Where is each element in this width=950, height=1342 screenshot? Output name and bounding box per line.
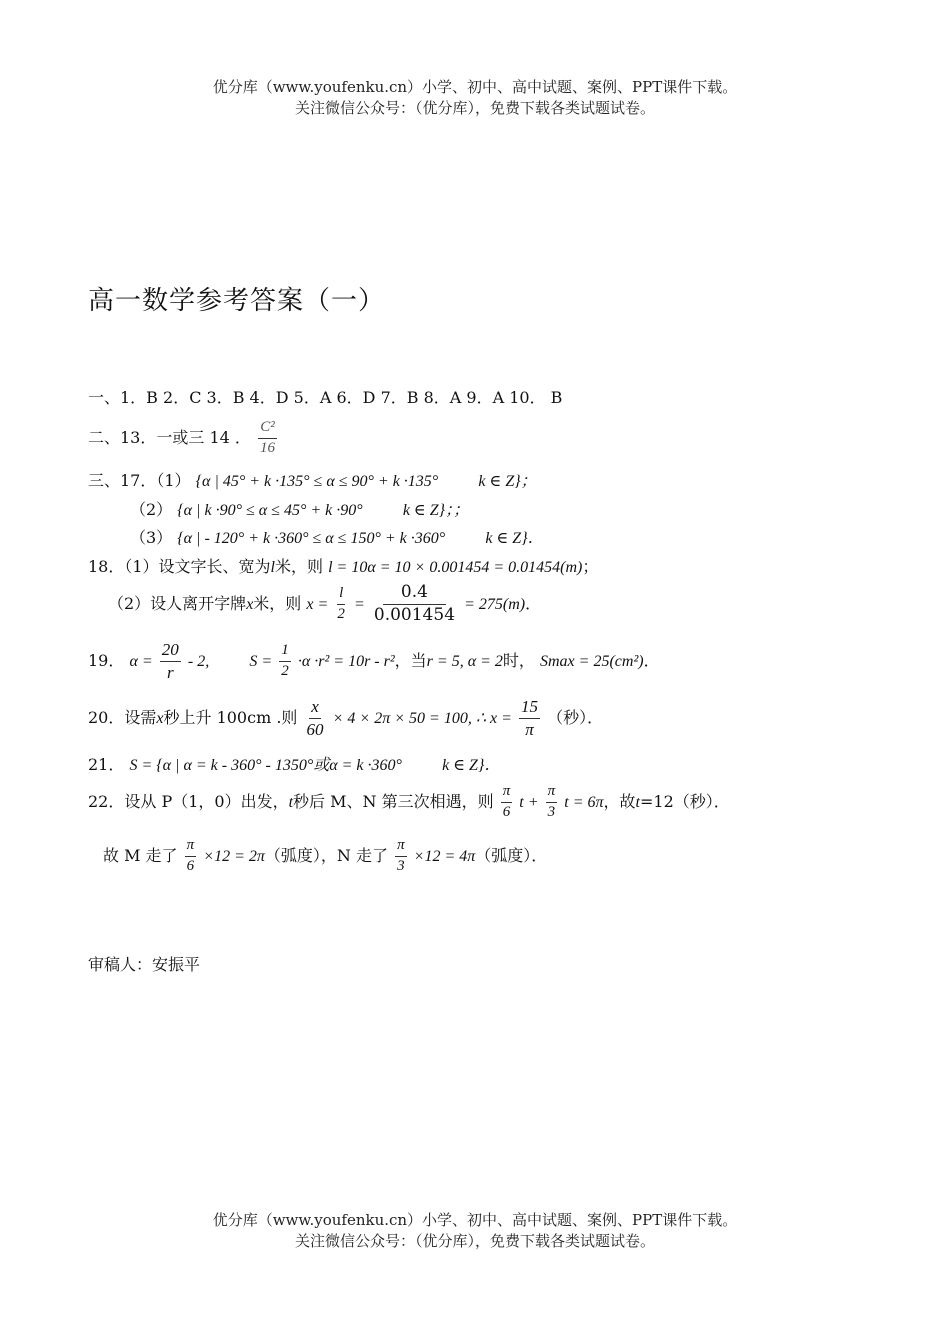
q21-equation: S = {α | α = k - 360° - 1350°或α = k ·360° <box>129 757 402 774</box>
q19-end: ． <box>643 650 660 670</box>
q21 <box>88 752 500 775</box>
q19-condition: r = 5, α = 2 <box>426 652 503 670</box>
q22-line-2 <box>103 838 547 875</box>
fraction-numerator: x <box>309 698 321 719</box>
q19 <box>88 641 660 682</box>
q18-fraction-1 <box>335 586 347 623</box>
q22-l2-eq1: ×12 = 2π <box>203 847 265 865</box>
fraction-numerator: C² <box>258 420 277 439</box>
q20-fraction-1 <box>305 698 326 739</box>
reviewer: 审稿人：安振平 <box>88 955 201 974</box>
fraction-numerator: l <box>337 586 345 605</box>
section-2-fraction <box>258 420 277 457</box>
section-1-answers: 一、1．B 2．C 3．B 4．D 5．A 6．D 7．B 8．A 9．A 10． B <box>88 388 563 407</box>
q18-part1 <box>88 554 598 577</box>
q22-l2-eq2: ×12 = 4π <box>413 847 476 865</box>
q17-part1 <box>88 468 537 491</box>
q22-gu: ，故 <box>603 791 636 811</box>
q17-part2-prefix: （2） <box>130 500 173 519</box>
q22-prefix: 22．设从 P（1，0）出发， <box>88 791 289 811</box>
q22-l2-prefix: 故 M 走了 <box>103 845 178 865</box>
header-line-1: 优分库（www.youfenku.cn）小学、初中、高中试题、案例、PPT课件下载。 <box>212 78 738 96</box>
q18-prefix: 18．（1）设文字长、宽为 <box>88 557 271 576</box>
q22-plus: t + <box>519 793 539 811</box>
q18-part2-prefix: （2）设人离开字牌 <box>108 593 247 613</box>
q22-end: =12（秒）． <box>639 791 730 811</box>
q20-prefix: 20．设需 <box>88 707 157 727</box>
q22-l2-fraction-2 <box>395 838 407 875</box>
q19-fraction-1 <box>160 641 181 682</box>
q17-set: {α | 45° + k ·135° ≤ α ≤ 90° + k ·135° <box>195 473 439 490</box>
page-title: 高一数学参考答案（一） <box>88 286 386 316</box>
section-2-answers <box>88 420 279 457</box>
fraction-denominator: 2 <box>337 605 345 622</box>
q22-l2-mid: （弧度），N 走了 <box>264 845 388 865</box>
q20-after-1: × 4 × 2π × 50 = 100, ∴ x = <box>332 709 512 727</box>
q20-var: x <box>156 709 164 727</box>
q20-mid: 秒上升 100cm .则 <box>163 707 298 727</box>
fraction-numerator: π <box>395 838 407 857</box>
q17-part3-condition: k ∈ Z}． <box>485 530 544 547</box>
fraction-denominator: 16 <box>260 439 275 456</box>
q17-prefix: 三、17．（1） <box>88 471 191 490</box>
q19-after-2: ·α ·r² = 10r - r² <box>297 652 395 670</box>
q17-condition: k ∈ Z}； <box>478 473 537 490</box>
q22-fraction-1 <box>501 784 513 821</box>
header-line-2: 关注微信公众号：（优分库），免费下载各类试题试卷。 <box>294 99 655 117</box>
q19-prefix: 19． <box>88 650 125 670</box>
q20-fraction-2 <box>519 698 540 739</box>
page-header <box>0 77 950 119</box>
q19-after-1: - 2, <box>187 652 210 670</box>
fraction-numerator: π <box>546 784 558 803</box>
fraction-numerator: π <box>501 784 513 803</box>
q22-mid: 秒后 M、N 第三次相遇，则 <box>293 791 494 811</box>
q18-equation: l = 10α = 10 × 0.001454 = 0.01454(m) <box>328 559 583 576</box>
q22-line-1 <box>88 784 730 821</box>
page-footer <box>0 1210 950 1252</box>
section-2-prefix: 二、13．一或三 14 ． <box>88 427 251 447</box>
q17-part3-prefix: （3） <box>130 528 173 547</box>
q19-shi: 时， <box>502 650 535 670</box>
fraction-denominator: 60 <box>306 719 324 739</box>
fraction-denominator: 6 <box>502 803 511 820</box>
q18-fraction-2 <box>372 584 457 625</box>
fraction-denominator: 2 <box>281 662 289 679</box>
q19-when: ，当 <box>394 650 427 670</box>
fraction-numerator: 1 <box>279 643 291 662</box>
q22-t: t <box>288 793 294 811</box>
q18-part2-x: x = <box>306 595 329 613</box>
fraction-numerator: 20 <box>160 641 181 662</box>
q18-part2 <box>108 584 541 625</box>
q18-part2-var: x <box>246 595 254 613</box>
q18-var-l: l <box>270 559 275 576</box>
q17-part2-set: {α | k ·90° ≤ α ≤ 45° + k ·90° <box>177 502 363 519</box>
q17-part2 <box>130 497 469 520</box>
q18-mid: 米，则 <box>275 557 324 576</box>
footer-line-2: 关注微信公众号：（优分库），免费下载各类试题试卷。 <box>294 1232 655 1250</box>
q17-part2-condition: k ∈ Z}；； <box>402 502 470 519</box>
fraction-denominator: 3 <box>397 857 405 874</box>
q20 <box>88 698 603 739</box>
q18-result: = 275(m) <box>464 595 526 613</box>
q19-alpha: α = <box>129 652 153 670</box>
fraction-numerator: 15 <box>519 698 540 719</box>
fraction-numerator: π <box>185 838 197 857</box>
q21-condition: k ∈ Z}． <box>442 757 501 774</box>
q18-part2-mid: 米，则 <box>253 593 302 613</box>
q22-l2-end: （弧度）． <box>475 845 548 865</box>
fraction-denominator: 3 <box>547 803 556 820</box>
fraction-denominator: 0.001454 <box>373 604 456 625</box>
q19-fraction-2 <box>279 643 291 680</box>
q17-part3-set: {α | - 120° + k ·360° ≤ α ≤ 150° + k ·360° <box>177 530 446 547</box>
q21-prefix: 21． <box>88 755 125 774</box>
q18-part2-end: ． <box>525 593 542 613</box>
q18-equals: = <box>354 595 365 613</box>
q22-equation: t = 6π <box>564 793 604 811</box>
fraction-denominator: π <box>525 719 534 739</box>
q17-part3 <box>130 525 544 548</box>
footer-line-1: 优分库（www.youfenku.cn）小学、初中、高中试题、案例、PPT课件下载。 <box>212 1211 738 1229</box>
fraction-denominator: r <box>166 662 174 682</box>
q19-s: S = <box>249 652 273 670</box>
q22-l2-fraction-1 <box>185 838 197 875</box>
fraction-numerator: 0.4 <box>383 584 446 605</box>
q20-end: （秒）． <box>547 707 604 727</box>
q19-smax: Smax = 25(cm²) <box>540 652 644 670</box>
q22-fraction-2 <box>546 784 558 821</box>
q22-t2: t <box>635 793 640 811</box>
fraction-denominator: 6 <box>186 857 195 874</box>
q18-end: ； <box>582 557 599 576</box>
